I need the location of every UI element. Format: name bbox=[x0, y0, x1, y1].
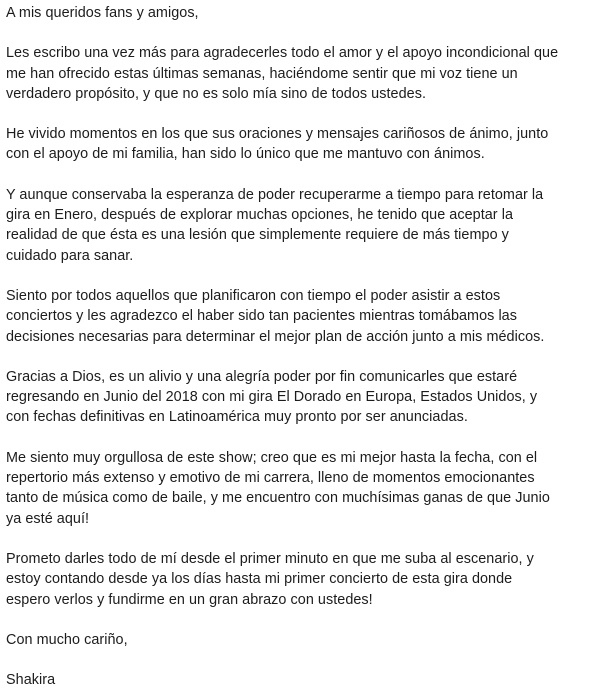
letter-paragraph bbox=[6, 43, 606, 104]
letter-paragraph bbox=[6, 367, 606, 428]
paragraph-line: cuidado para sanar. bbox=[6, 247, 134, 264]
paragraph-line: ya esté aquí! bbox=[6, 510, 90, 527]
letter-paragraph bbox=[6, 549, 606, 610]
paragraph-line: Siento por todos aquellos que planificaron con tiempo el poder asistir a estos bbox=[6, 287, 501, 304]
letter-closing: Con mucho cariño, bbox=[6, 631, 128, 648]
letter-paragraph bbox=[6, 185, 606, 266]
letter-paragraph bbox=[6, 124, 606, 165]
paragraph-line: Me siento muy orgullosa de este show; creo que es mi mejor hasta la fecha, con el bbox=[6, 449, 538, 466]
paragraph-line: con el apoyo de mi familia, han sido lo único que me mantuvo con ánimos. bbox=[6, 146, 485, 163]
paragraph-line: repertorio más extenso y emotivo de mi carrera, lleno de momentos emocionantes bbox=[6, 470, 535, 487]
paragraph-line: Y aunque conservaba la esperanza de poder recuperarme a tiempo para retomar la bbox=[6, 186, 544, 203]
paragraph-line: con fechas definitivas en Latinoamérica muy pronto por ser anunciadas. bbox=[6, 409, 468, 426]
letter-paragraph bbox=[6, 448, 606, 529]
letter-greeting: A mis queridos fans y amigos, bbox=[6, 5, 199, 21]
paragraph-line: me han ofrecido estas últimas semanas, haciéndome sentir que mi voz tiene un bbox=[6, 65, 518, 82]
paragraph-line: regresando en Junio del 2018 con mi gira El Dorado en Europa, Estados Unidos, y bbox=[6, 389, 538, 406]
paragraph-line: conciertos y les agradezco el haber sido tan pacientes mientras tomábamos las bbox=[6, 308, 517, 325]
paragraph-line: estoy contando desde ya los días hasta mi primer concierto de esta gira donde bbox=[6, 571, 513, 588]
letter-signature: Shakira bbox=[6, 672, 56, 689]
paragraph-line: gira en Enero, después de explorar muchas opciones, he tenido que aceptar la bbox=[6, 207, 514, 224]
paragraph-line: Prometo darles todo de mí desde el primer minuto en que me suba al escenario, y bbox=[6, 550, 534, 567]
letter-body bbox=[6, 3, 606, 690]
paragraph-line: realidad de que ésta es una lesión que simplemente requiere de más tiempo y bbox=[6, 227, 509, 244]
paragraph-line: Gracias a Dios, es un alivio y una alegría poder por fin comunicarles que estaré bbox=[6, 368, 518, 385]
paragraph-line: verdadero propósito, y que no es solo mía sino de todos ustedes. bbox=[6, 85, 426, 102]
paragraph-line: espero verlos y fundirme en un gran abrazo con ustedes! bbox=[6, 591, 373, 608]
paragraph-line: tanto de música como de baile, y me encuentro con muchísimas ganas de que Junio bbox=[6, 490, 550, 507]
paragraph-line: decisiones necesarias para determinar el mejor plan de acción junto a mis médicos. bbox=[6, 328, 545, 345]
paragraph-line: Les escribo una vez más para agradecerles todo el amor y el apoyo incondicional que bbox=[6, 45, 559, 62]
letter-paragraph bbox=[6, 286, 606, 347]
paragraph-line: He vivido momentos en los que sus oraciones y mensajes cariñosos de ánimo, junto bbox=[6, 126, 549, 143]
